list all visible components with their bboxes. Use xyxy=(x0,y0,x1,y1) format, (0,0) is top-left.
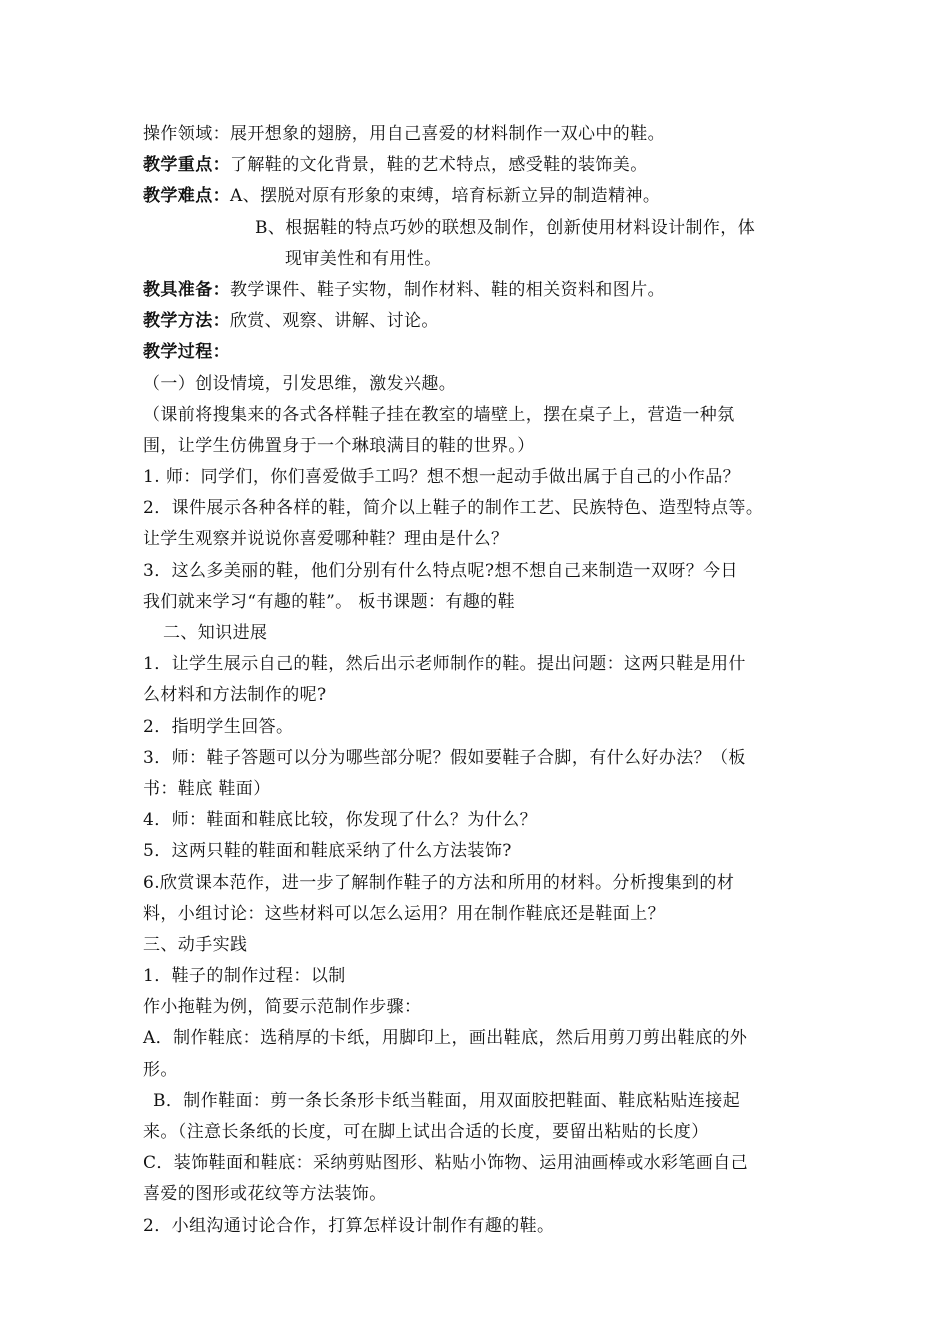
key-point-text: 了解鞋的文化背景，鞋的艺术特点，感受鞋的装饰美。 xyxy=(230,155,648,176)
section2-item-1-line-1: 1．让学生展示自己的鞋，然后出示老师制作的鞋。提出问题：这两只鞋是用什 xyxy=(143,654,746,675)
method-line xyxy=(143,306,823,337)
section3-step-b-line-2: 来。（注意长条纸的长度，可在脚上试出合适的长度，要留出粘贴的长度） xyxy=(143,1122,709,1142)
section3-item-2: 2．小组沟通讨论合作，打算怎样设计制作有趣的鞋。 xyxy=(143,1215,555,1236)
section1-item-2-line-2: 让学生观察并说说你喜爱哪种鞋？理由是什么？ xyxy=(143,529,509,550)
section2-item-5: 5．这两只鞋的鞋面和鞋底采纳了什么方法装饰? xyxy=(143,841,512,862)
section3-step-b-line-1: B．制作鞋面：剪一条长条形卡纸当鞋面，用双面胶把鞋面、鞋底粘贴连接起 xyxy=(153,1090,741,1111)
section2-item-6-line-2: 料，小组讨论：这些材料可以怎么运用？用在制作鞋底还是鞋面上？ xyxy=(143,903,665,924)
difficulty-b-line-2: 现审美性和有用性。 xyxy=(285,248,442,269)
key-point-label: 教学重点： xyxy=(143,155,230,176)
section3-item-1-line-2: 作小拖鞋为例，简要示范制作步骤： xyxy=(143,997,422,1018)
section3-step-a-line-1: A．制作鞋底：选稍厚的卡纸，用脚印上，画出鞋底，然后用剪刀剪出鞋底的外 xyxy=(143,1028,748,1049)
difficulty-b-line-1: B、根据鞋的特点巧妙的联想及制作，创新使用材料设计制作，体 xyxy=(255,217,756,238)
section2-item-3-line-2: 书：鞋底 鞋面） xyxy=(143,778,271,799)
section1-note-line-2: 围，让学生仿佛置身于一个琳琅满目的鞋的世界。） xyxy=(143,435,535,456)
method-label: 教学方法： xyxy=(143,311,230,332)
tools-line xyxy=(143,275,823,306)
difficulty-a-text: A、摆脱对原有形象的束缚，培育标新立异的制造精神。 xyxy=(230,186,661,207)
tools-text: 教学课件、鞋子实物，制作材料、鞋的相关资料和图片。 xyxy=(230,279,665,300)
operation-line xyxy=(143,119,823,150)
tools-label: 教具准备： xyxy=(143,279,230,300)
section1-item-1: 1. 师：同学们，你们喜爱做手工吗？想不想一起动手做出属于自己的小作品？ xyxy=(143,467,741,488)
section1-title: （一）创设情境，引发思维，激发兴趣。 xyxy=(143,373,457,394)
section2-item-6-line-1: 6.欣赏课本范作，进一步了解制作鞋子的方法和所用的材料。分析搜集到的材 xyxy=(143,872,735,893)
section2-title: 二、知识进展 xyxy=(163,623,268,643)
process-heading: 教学过程： xyxy=(143,342,230,363)
section2-item-1-line-2: 么材料和方法制作的呢? xyxy=(143,685,327,706)
lesson-plan-body xyxy=(143,119,823,1242)
section3-step-c-line-1: C．装饰鞋面和鞋底：采纳剪贴图形、粘贴小饰物、运用油画棒或水彩笔画自己 xyxy=(143,1153,749,1174)
method-text: 欣赏、观察、讲解、讨论。 xyxy=(230,311,439,332)
section1-note-line-1: （课前将搜集来的各式各样鞋子挂在教室的墙壁上，摆在桌子上，营造一种氛 xyxy=(143,404,735,425)
key-point-line xyxy=(143,150,823,181)
section3-step-a-line-2: 形。 xyxy=(143,1059,178,1080)
difficulty-line xyxy=(143,181,823,212)
section3-item-1-line-1: 1．鞋子的制作过程：以制 xyxy=(143,966,346,987)
section1-item-3-line-1: 3．这么多美丽的鞋，他们分别有什么特点呢?想不想自己来制造一双呀？今日 xyxy=(143,560,738,581)
section1-item-2-line-1: 2．课件展示各种各样的鞋，简介以上鞋子的制作工艺、民族特色、造型特点等。 xyxy=(143,498,764,519)
section1-item-3-line-2: 我们就来学习“有趣的鞋”。 板书课题：有趣的鞋 xyxy=(143,591,515,612)
difficulty-label: 教学难点： xyxy=(143,186,230,207)
operation-label: 操作领域： xyxy=(143,124,230,144)
section2-item-2: 2．指明学生回答。 xyxy=(143,716,294,737)
section2-item-4: 4．师：鞋面和鞋底比较，你发现了什么？为什么？ xyxy=(143,810,538,831)
section2-item-3-line-1: 3．师：鞋子答题可以分为哪些部分呢？假如要鞋子合脚，有什么好办法？（板 xyxy=(143,747,746,768)
section3-title: 三、动手实践 xyxy=(143,934,248,955)
section3-step-c-line-2: 喜爱的图形或花纹等方法装饰。 xyxy=(143,1184,387,1205)
operation-text: 展开想象的翅膀，用自己喜爱的材料制作一双心中的鞋。 xyxy=(230,124,665,144)
